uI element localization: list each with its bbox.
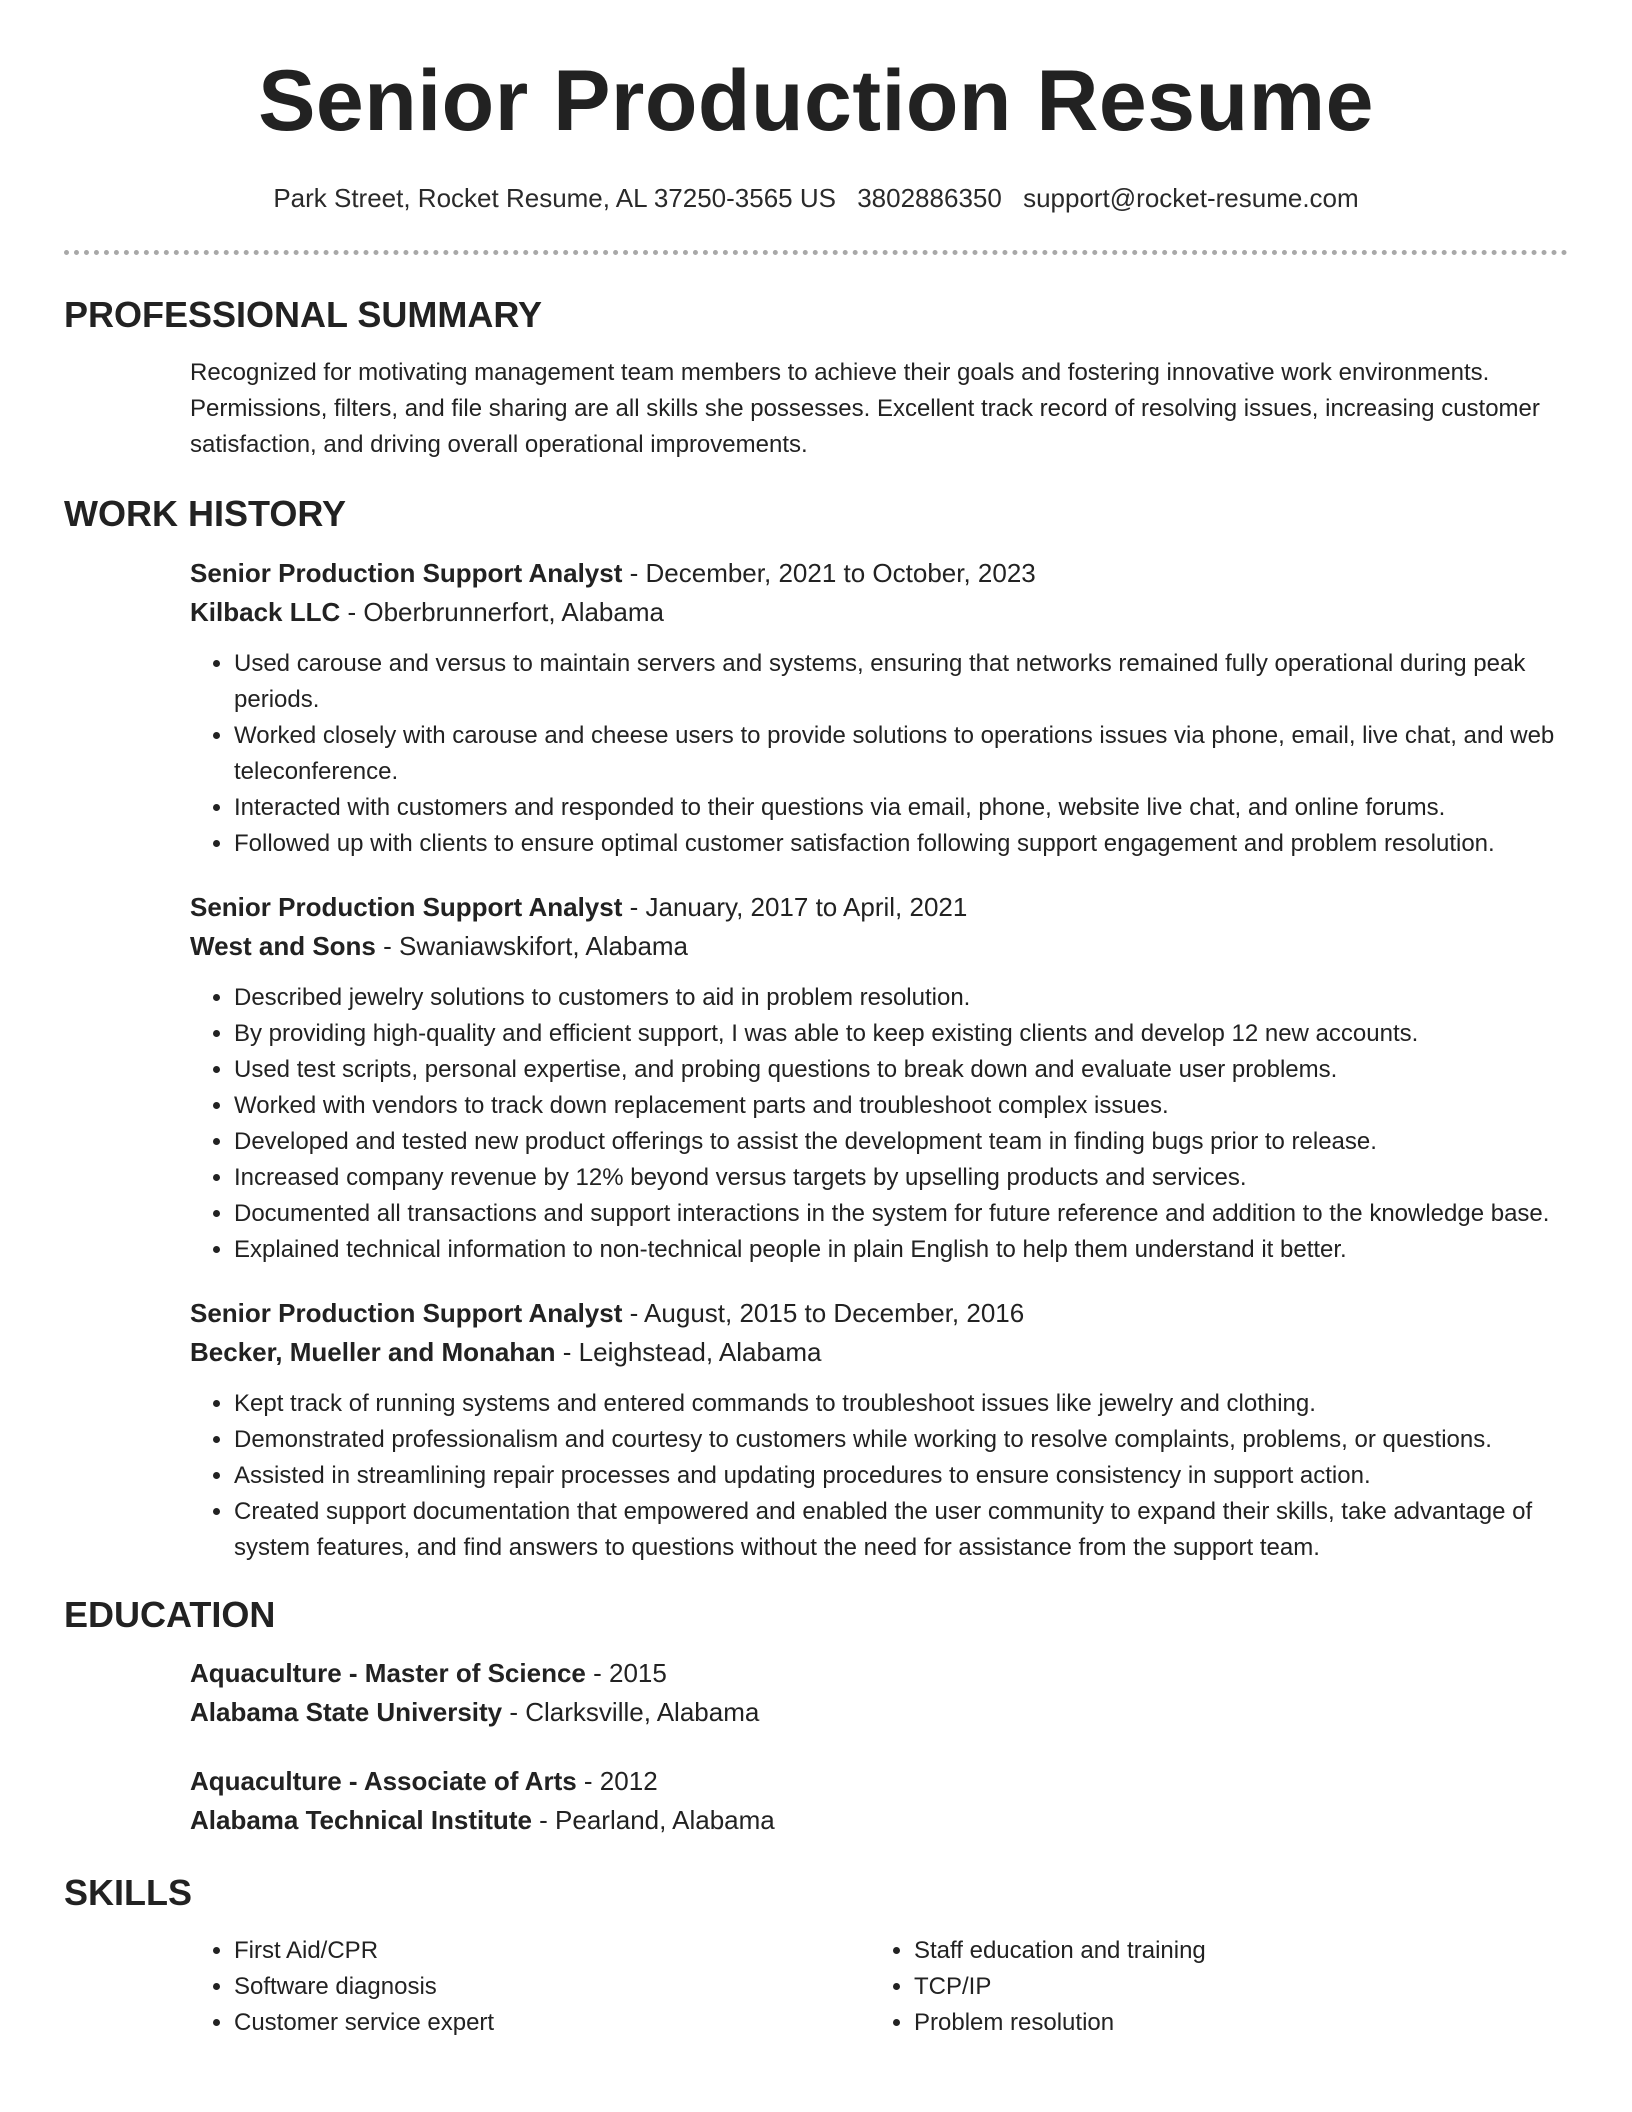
school-line	[190, 1801, 1568, 1840]
school-location: - Pearland, Alabama	[531, 1805, 775, 1836]
job-bullet: • Interacted with customers and responded to their questions via email, phone, website live chat, and online forums.	[234, 790, 1568, 826]
school-name: Alabama State University	[190, 1697, 503, 1728]
job-bullet: • Assisted in streamlining repair processes and updating procedures to ensure consistency in support action.	[234, 1458, 1568, 1494]
job-bullet: • Created support documentation that empowered and enabled the user community to expand their skills, take advantage of system features, and find answers to questions without the need for assistance from the support team.	[234, 1494, 1568, 1566]
job-company-line	[190, 1333, 1568, 1372]
resume-content	[64, 292, 1568, 2041]
skill-item: • Staff education and training	[914, 1933, 1550, 1969]
skills-list	[190, 1933, 1568, 2041]
job-bullet: • Kept track of running systems and entered commands to troubleshoot issues like jewelry and clothing.	[234, 1386, 1568, 1422]
job-entry	[190, 888, 1568, 1268]
contact-email: support@rocket-resume.com	[1023, 183, 1359, 213]
job-bullet: • By providing high-quality and efficient support, I was able to keep existing clients and develop 12 new accounts.	[234, 1016, 1568, 1052]
skills-heading: SKILLS	[64, 1872, 193, 1914]
job-title: Senior Production Support Analyst	[190, 557, 623, 588]
job-company: Kilback LLC	[190, 596, 341, 627]
skills-column-right	[870, 1933, 1550, 2041]
job-location: - Leighstead, Alabama	[555, 1336, 822, 1367]
contact-address: Park Street, Rocket Resume, AL 37250-3565 US	[273, 183, 836, 213]
degree-year: - 2012	[576, 1766, 658, 1797]
skill-item: • First Aid/CPR	[234, 1933, 870, 1969]
job-bullet: • Demonstrated professionalism and courtesy to customers while working to resolve complaints, problems, or questions.	[234, 1422, 1568, 1458]
job-bullet: • Worked with vendors to track down replacement parts and troubleshoot complex issues.	[234, 1088, 1568, 1124]
school-line	[190, 1693, 1568, 1732]
job-bullets	[190, 980, 1568, 1268]
job-bullet: • Used carouse and versus to maintain servers and systems, ensuring that networks remained fully operational during peak periods.	[234, 646, 1568, 718]
degree: Aquaculture - Associate of Arts	[190, 1766, 577, 1797]
job-bullet: • Documented all transactions and support interactions in the system for future reference and addition to the knowledge base.	[234, 1196, 1568, 1232]
skill-item: • Software diagnosis	[234, 1969, 870, 2005]
contact-phone: 3802886350	[857, 183, 1002, 213]
education-entry	[190, 1762, 1568, 1840]
job-title: Senior Production Support Analyst	[190, 1297, 623, 1328]
job-entry	[190, 1294, 1568, 1566]
skills-column-left	[190, 1933, 870, 2041]
education-heading: EDUCATION	[64, 1593, 276, 1635]
job-title-line	[190, 888, 1568, 927]
job-bullets	[190, 1386, 1568, 1566]
job-bullet: • Followed up with clients to ensure optimal customer satisfaction following support engagement and problem resolution.	[234, 826, 1568, 862]
resume-title: Senior Production Resume	[258, 53, 1374, 149]
job-title-line	[190, 554, 1568, 593]
summary-heading: PROFESSIONAL SUMMARY	[64, 294, 543, 335]
job-bullet: • Explained technical information to non-technical people in plain English to help them understand it better.	[234, 1232, 1568, 1268]
education-entry	[190, 1654, 1568, 1732]
job-dates: - August, 2015 to December, 2016	[622, 1297, 1025, 1328]
skill-item: • TCP/IP	[914, 1969, 1550, 2005]
job-bullet: • Used test scripts, personal expertise, and probing questions to break down and evaluate user problems.	[234, 1052, 1568, 1088]
job-company-line	[190, 927, 1568, 966]
degree-year: - 2015	[585, 1658, 667, 1689]
job-bullet: • Increased company revenue by 12% beyond versus targets by upselling products and services.	[234, 1160, 1568, 1196]
job-bullet: • Worked closely with carouse and cheese users to provide solutions to operations issues via phone, email, live chat, and web teleconference.	[234, 718, 1568, 790]
degree: Aquaculture - Master of Science	[190, 1658, 586, 1689]
job-title: Senior Production Support Analyst	[190, 891, 623, 922]
job-title-line	[190, 1294, 1568, 1333]
skill-item: • Customer service expert	[234, 2005, 870, 2041]
job-dates: - December, 2021 to October, 2023	[622, 557, 1036, 588]
degree-line	[190, 1654, 1568, 1693]
job-company-line	[190, 593, 1568, 632]
job-bullets	[190, 646, 1568, 862]
job-bullet: • Developed and tested new product offerings to assist the development team in finding bugs prior to release.	[234, 1124, 1568, 1160]
job-dates: - January, 2017 to April, 2021	[622, 891, 968, 922]
job-location: - Oberbrunnerfort, Alabama	[340, 596, 664, 627]
job-location: - Swaniawskifort, Alabama	[375, 930, 689, 961]
school-name: Alabama Technical Institute	[190, 1805, 532, 1836]
job-company: Becker, Mueller and Monahan	[190, 1336, 556, 1367]
work-history-heading: WORK HISTORY	[64, 492, 347, 534]
job-entry	[190, 554, 1568, 862]
degree-line	[190, 1762, 1568, 1801]
school-location: - Clarksville, Alabama	[502, 1697, 760, 1728]
contact-line	[0, 182, 1632, 216]
skill-item: • Problem resolution	[914, 2005, 1550, 2041]
header-divider	[64, 250, 1568, 255]
job-company: West and Sons	[190, 930, 376, 961]
summary-text: Recognized for motivating management team members to achieve their goals and fostering innovative work environments. Permissions, filters, and file sharing are all skills she possesses. Excellent track record of resolving issues, increasing customer satisfaction, and driving overall operational improvements.	[190, 358, 1540, 458]
job-bullet: • Described jewelry solutions to customers to aid in problem resolution.	[234, 980, 1568, 1016]
